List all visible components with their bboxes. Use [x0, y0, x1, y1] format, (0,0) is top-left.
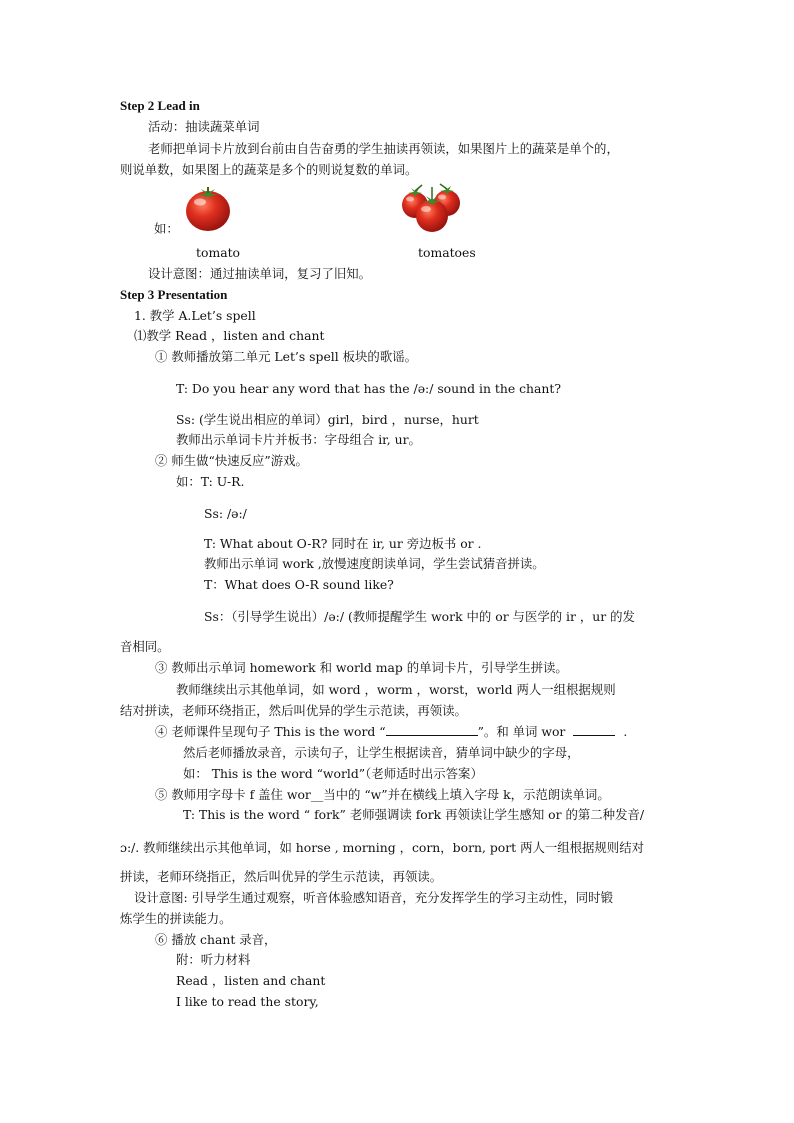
item4-text-a: ④ 老师课件呈现句子 This is the word “: [155, 724, 386, 739]
text-line: 如： This is the word “world”（老师适时出示答案）: [183, 766, 483, 781]
tomatoes-image: [400, 182, 464, 234]
step2-heading: Step 2 Lead in: [120, 98, 200, 113]
text-line: 教师继续出示其他单词，如 word ，worm ，worst，world 两人一组根据规则: [176, 682, 616, 697]
step3-heading: Step 3 Presentation: [120, 287, 228, 302]
answer-blank: [573, 735, 615, 736]
tomato-image: [183, 184, 233, 232]
text-line: 拼读，老师环绕指正，然后叫优异的学生示范读，再领读。: [120, 869, 443, 884]
caption-tomato: tomato: [196, 245, 241, 260]
text-line: 然后老师播放录音，示读句子，让学生根据读音，猜单词中缺少的字母，: [183, 745, 580, 760]
list-item: [155, 723, 627, 741]
paragraph-line: 则说单数，如果图上的蔬菜是多个的则说复数的单词。: [120, 162, 418, 177]
list-item: ⑴教学 Read ，listen and chant: [134, 328, 325, 343]
paragraph-line: 老师把单词卡片放到台前由自告奋勇的学生抽读再领读，如果图片上的蔬菜是单个的，: [148, 141, 619, 156]
dialogue-line: T: What about O-R? 同时在 ir, ur 旁边板书 or .: [204, 536, 482, 551]
text-line: 炼学生的拼读能力。: [120, 911, 232, 926]
text-line: 结对拼读，老师环绕指正，然后叫优异的学生示范读，再领读。: [120, 703, 467, 718]
dialogue-line: T：What does O-R sound like?: [204, 577, 394, 592]
list-item: ① 教师播放第二单元 Let’s spell 板块的歌谣。: [155, 349, 417, 364]
caption-tomatoes: tomatoes: [418, 245, 476, 260]
design-intent: 设计意图: 引导学生通过观察，听音体验感知语音，充分发挥学生的学习主动性，同时锻: [134, 890, 613, 905]
dialogue-line: 如：T: U-R.: [176, 474, 245, 489]
list-item: ③ 教师出示单词 homework 和 world map 的单词卡片，引导学生拼读。: [155, 660, 568, 675]
activity-line: 活动：抽读蔬菜单词: [148, 119, 260, 134]
text-line: 附：听力材料: [176, 952, 251, 967]
design-intent: 设计意图：通过抽读单词，复习了旧知。: [148, 266, 372, 281]
dialogue-line: Ss: (学生说出相应的单词）girl，bird ，nurse，hurt: [176, 412, 479, 427]
text-line: 教师出示单词卡片并板书：字母组合 ir, ur。: [176, 432, 421, 447]
list-item: ⑤ 教师用字母卡 f 盖住 wor__当中的 “w”并在横线上填入字母 k，示范朗读单词。: [155, 787, 610, 802]
item4-text-c: .: [623, 724, 628, 739]
dialogue-line: Ss：（引导学生说出）/ə:/ (教师提醒学生 work 中的 or 与医学的 ir ，ur 的发: [204, 609, 635, 624]
text-line: 音相同。: [120, 639, 170, 654]
dialogue-line: T: Do you hear any word that has the /ə:/ sound in the chant?: [176, 381, 561, 396]
item4-text-b: ”。和 单词 wor: [477, 724, 566, 739]
list-item: ⑥ 播放 chant 录音，: [155, 932, 277, 947]
example-label: 如：: [154, 221, 179, 236]
dialogue-line: Ss: /ə:/: [204, 506, 247, 521]
text-line: 教师出示单词 work ,放慢速度朗读单词，学生尝试猜音拼读。: [204, 556, 545, 571]
dialogue-line: T: This is the word “ fork” 老师强调读 fork 再领读让学生感知 or 的第二种发音/: [183, 807, 645, 822]
list-item: ② 师生做“快速反应”游戏。: [155, 453, 308, 468]
answer-blank: [386, 735, 478, 736]
text-line: I like to read the story,: [176, 994, 319, 1009]
text-line: Read ，listen and chant: [176, 973, 326, 988]
list-item: 1. 教学 A.Let’s spell: [134, 308, 256, 323]
text-line: ɔ:/. 教师继续出示其他单词，如 horse , morning ，corn，born, port 两人一组根据规则结对: [120, 840, 644, 855]
